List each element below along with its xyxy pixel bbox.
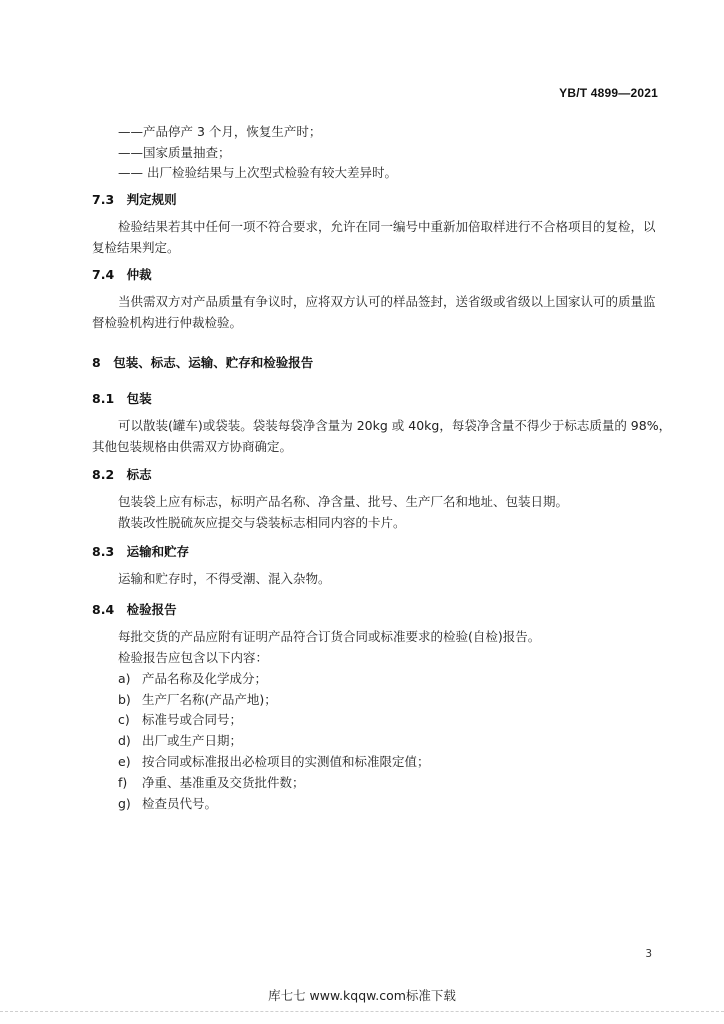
paragraph-line: 每批交货的产品应附有证明产品符合订货合同或标准要求的检验(自检)报告。 [118,629,541,644]
chapter-heading-8: 8 包装、标志、运输、贮存和检验报告 [92,355,314,370]
list-marker: f) [118,775,128,790]
standard-code: YB/T 4899—2021 [559,86,658,100]
page-number: 3 [645,948,652,960]
list-marker: b) [118,692,131,707]
list-item [118,733,242,749]
paragraph-line: 运输和贮存时，不得受潮、混入杂物。 [118,571,331,586]
section-heading-7-4: 7.4 仲裁 [92,267,152,282]
list-item [118,775,305,791]
paragraph-line: 检验报告应包含以下内容： [118,650,269,665]
list-item-text: 生产厂名称(产品产地)； [142,692,277,707]
section-heading-8-3: 8.3 运输和贮存 [92,544,190,559]
section-heading-7-3: 7.3 判定规则 [92,192,177,207]
list-dash-item: ——产品停产 3 个月，恢复生产时； [118,124,322,139]
list-marker: c) [118,712,130,727]
paragraph-line: 包装袋上应有标志，标明产品名称、净含量、批号、生产厂名和地址、包装日期。 [118,494,569,509]
list-marker: a) [118,671,131,686]
list-item [118,754,430,770]
section-heading-8-4: 8.4 检验报告 [92,602,177,617]
list-marker: e) [118,754,131,769]
list-item-text: 产品名称及化学成分； [142,671,268,686]
paragraph-line: 散装改性脱硫灰应提交与袋装标志相同内容的卡片。 [118,515,406,530]
paragraph-line: 当供需双方对产品质量有争议时，应将双方认可的样品签封，送省级或省级以上国家认可的质量监 [118,294,656,309]
list-dash-item: ——国家质量抽查； [118,145,231,160]
paragraph-line: 检验结果若其中任何一项不符合要求，允许在同一编号中重新加倍取样进行不合格项目的复检，以 [118,219,656,234]
list-item-text: 净重、基准重及交货批件数； [142,775,305,790]
list-dash-item: —— 出厂检验结果与上次型式检验有较大差异时。 [118,165,397,180]
footer-divider [0,1011,724,1012]
list-marker: g) [118,796,131,811]
list-item-text: 检查员代号。 [142,796,218,811]
paragraph-line: 督检验机构进行仲裁检验。 [92,315,243,330]
paragraph-line: 复检结果判定。 [92,240,180,255]
list-item [118,671,267,687]
list-marker: d) [118,733,131,748]
list-item-text: 按合同或标准报出必检项目的实测值和标准限定值； [142,754,430,769]
paragraph-line: 可以散装(罐车)或袋装。袋装每袋净含量为 20kg 或 40kg，每袋净含量不得少于标志质量的 98%， [118,418,672,433]
section-heading-8-1: 8.1 包装 [92,391,152,406]
footer-watermark[interactable]: 库七七 www.kqqw.com标准下载 [268,988,456,1003]
paragraph-line: 其他包装规格由供需双方协商确定。 [92,439,293,454]
list-item [118,796,217,812]
list-item-text: 标准号或合同号； [142,712,243,727]
section-heading-8-2: 8.2 标志 [92,467,152,482]
list-item [118,692,277,708]
list-item [118,712,242,728]
list-item-text: 出厂或生产日期； [142,733,243,748]
